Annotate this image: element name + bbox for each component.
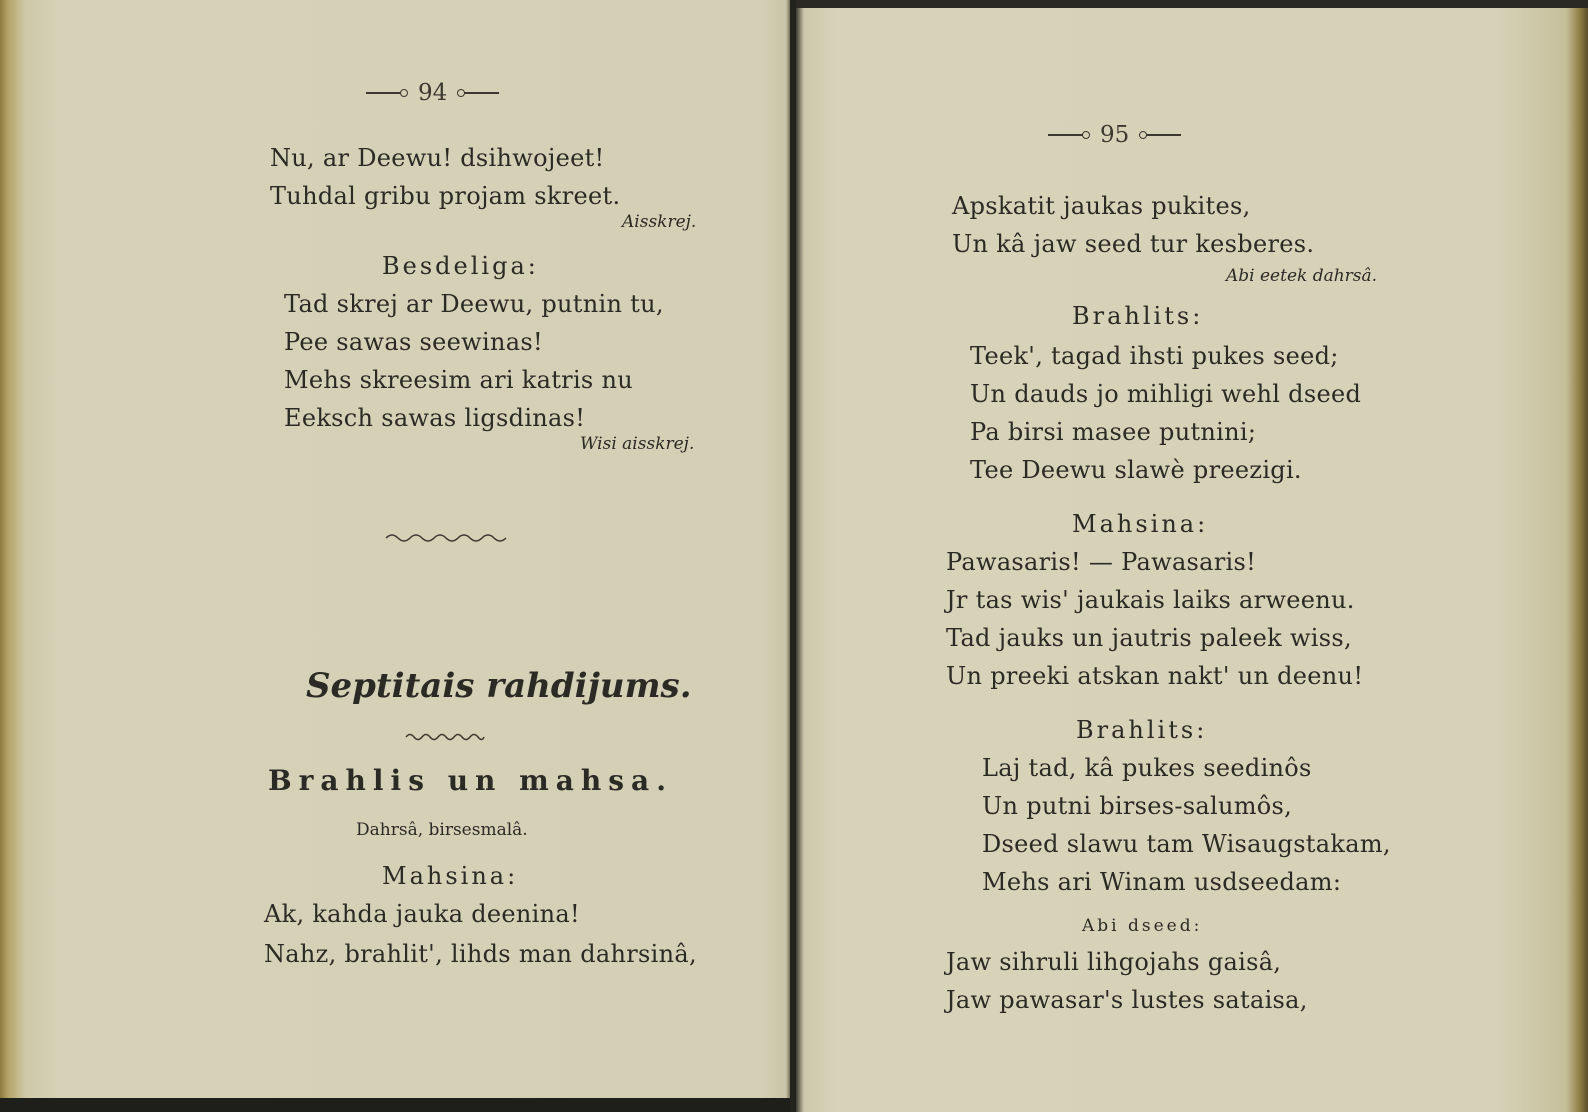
chapter-title: Septitais rahdijums.	[306, 666, 692, 706]
verse-line: Tee Deewu slawè preezigi.	[970, 456, 1302, 484]
stage-direction: Abi eetek dahrsâ.	[1226, 266, 1378, 286]
verse-line: Nahz, brahlit', lihds man dahrsinâ,	[264, 940, 697, 968]
verse-line: Apskatit jaukas pukites,	[952, 192, 1251, 220]
stage-direction: Abi dseed:	[1082, 916, 1203, 936]
verse-line: Pa birsi masee putnini;	[970, 418, 1257, 446]
speaker-name: Brahlits:	[1076, 716, 1208, 744]
scene-title: Brahlis un mahsa.	[268, 764, 673, 797]
speaker-name: Mahsina:	[1072, 510, 1209, 538]
verse-line: Eeksch sawas ligsdinas!	[284, 404, 586, 432]
speaker-name: Mahsina:	[382, 862, 519, 890]
page-number-text: 94	[418, 80, 448, 106]
page-number-text: 95	[1100, 122, 1130, 148]
verse-line: Mehs skreesim ari katris nu	[284, 366, 633, 394]
verse-line: Un kâ jaw seed tur kesberes.	[952, 230, 1315, 258]
stage-direction: Aisskrej.	[622, 212, 697, 232]
verse-line: Ak, kahda jauka deenina!	[264, 900, 580, 928]
wavy-divider-icon	[404, 732, 486, 742]
ornament-dash-icon	[1143, 134, 1181, 136]
verse-line: Teek', tagad ihsti pukes seed;	[970, 342, 1339, 370]
stage-direction: Wisi aisskrej.	[580, 434, 695, 454]
verse-line: Un dauds jo mihligi wehl dseed	[970, 380, 1362, 408]
page-number-95	[1048, 122, 1181, 148]
verse-line: Un putni birses-salumôs,	[982, 792, 1293, 820]
verse-line: Mehs ari Winam usdseedam:	[982, 868, 1342, 896]
verse-line: Tad jauks un jautris paleek wiss,	[946, 624, 1352, 652]
ornament-dash-icon	[1048, 134, 1086, 136]
verse-line: Dseed slawu tam Wisaugstakam,	[982, 830, 1391, 858]
verse-line: Laj tad, kâ pukes seedinôs	[982, 754, 1312, 782]
verse-line: Un preeki atskan nakt' un deenu!	[946, 662, 1364, 690]
setting-direction: Dahrsâ, birsesmalâ.	[356, 820, 528, 840]
ornament-dash-icon	[366, 92, 404, 94]
verse-line: Pawasaris! — Pawasaris!	[946, 548, 1257, 576]
verse-line: Jr tas wis' jaukais laiks arweenu.	[946, 586, 1355, 614]
verse-line: Nu, ar Deewu! dsihwojeet!	[270, 144, 605, 172]
right-page	[796, 0, 1588, 1112]
verse-line: Pee sawas seewinas!	[284, 328, 543, 356]
verse-line: Tuhdal gribu projam skreet.	[270, 182, 621, 210]
wavy-divider-icon	[384, 532, 508, 544]
verse-line: Jaw pawasar's lustes sataisa,	[946, 986, 1308, 1014]
ornament-dash-icon	[461, 92, 499, 94]
speaker-name: Brahlits:	[1072, 302, 1204, 330]
speaker-name: Besdeliga:	[382, 252, 539, 280]
page-number-94	[366, 80, 499, 106]
left-page	[0, 0, 792, 1112]
verse-line: Jaw sihruli lihgojahs gaisâ,	[946, 948, 1282, 976]
verse-line: Tad skrej ar Deewu, putnin tu,	[284, 290, 664, 318]
